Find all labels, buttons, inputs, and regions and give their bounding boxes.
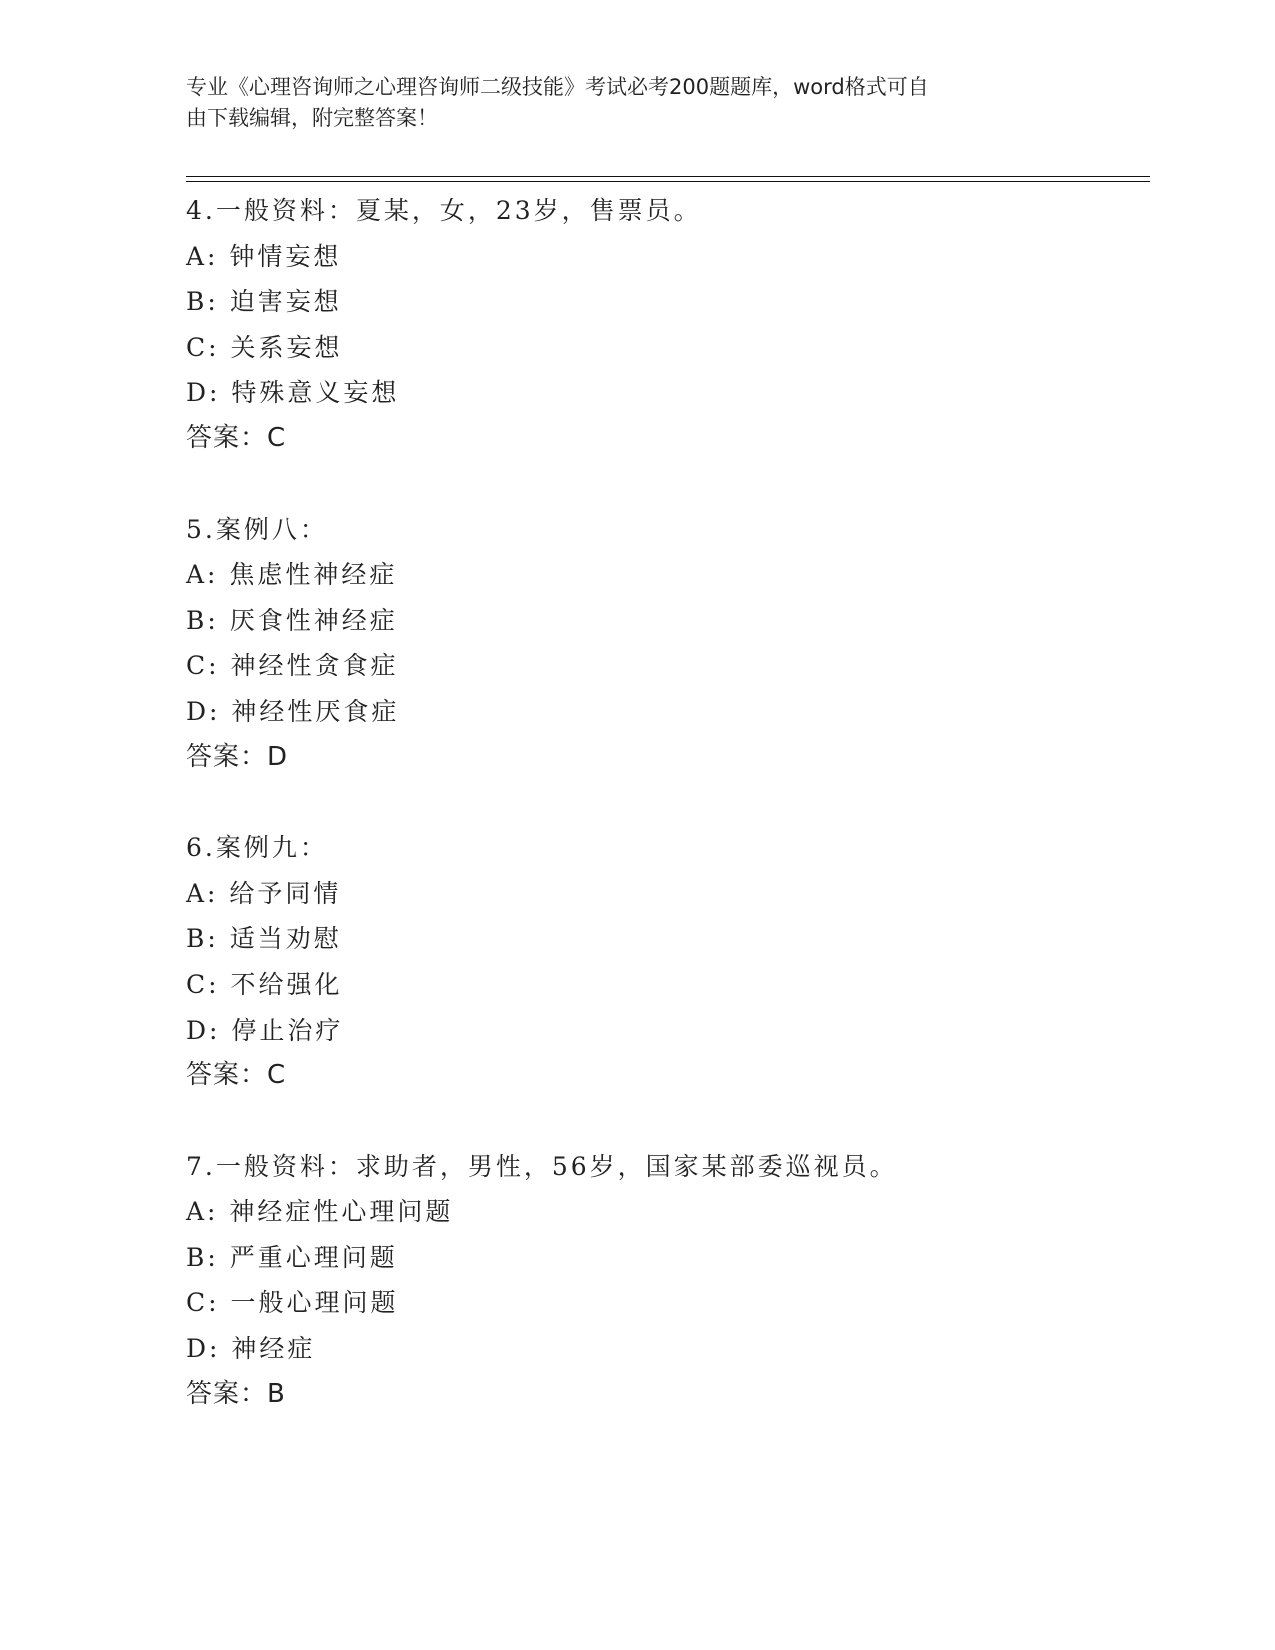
option-c: C: 关系妄想 [186,332,343,362]
question-stem: 6.案例九： [186,833,328,863]
question-4 [186,188,1146,462]
question-6 [186,825,1146,1099]
question-list [186,188,1146,1462]
option-c: C: 神经性贪食症 [186,651,399,681]
question-5 [186,507,1146,781]
answer: 答案：C [186,1060,287,1091]
question-7 [186,1144,1146,1418]
answer: 答案：B [186,1378,286,1409]
option-b: B: 严重心理问题 [186,1242,398,1272]
header-divider-top [186,176,1150,177]
option-a: A: 给予同情 [186,878,342,908]
option-c: C: 一般心理问题 [186,1288,399,1318]
option-a: A: 焦虑性神经症 [186,560,398,590]
option-c: C: 不给强化 [186,969,343,999]
option-d: D: 神经症 [186,1334,316,1364]
option-a: A: 钟情妄想 [186,241,342,271]
option-d: D: 特殊意义妄想 [186,378,400,408]
header-line-2: 由下载编辑，附完整答案！ [186,106,438,130]
answer: 答案：C [186,422,287,453]
header-divider-bottom [186,181,1150,182]
option-d: D: 停止治疗 [186,1015,344,1045]
question-stem: 5.案例八： [186,514,328,544]
option-a: A: 神经症性心理问题 [186,1197,454,1227]
question-stem: 7.一般资料：求助者，男性，56岁，国家某部委巡视员。 [186,1151,898,1181]
option-b: B: 迫害妄想 [186,287,342,317]
option-b: B: 厌食性神经症 [186,605,398,635]
answer: 答案：D [186,741,289,772]
option-d: D: 神经性厌食症 [186,696,400,726]
option-b: B: 适当劝慰 [186,924,342,954]
question-stem: 4.一般资料：夏某，女，23岁，售票员。 [186,196,702,225]
document-header [186,72,1066,134]
header-line-1: 专业《心理咨询师之心理咨询师二级技能》考试必考200题题库，word格式可自 [186,75,929,99]
